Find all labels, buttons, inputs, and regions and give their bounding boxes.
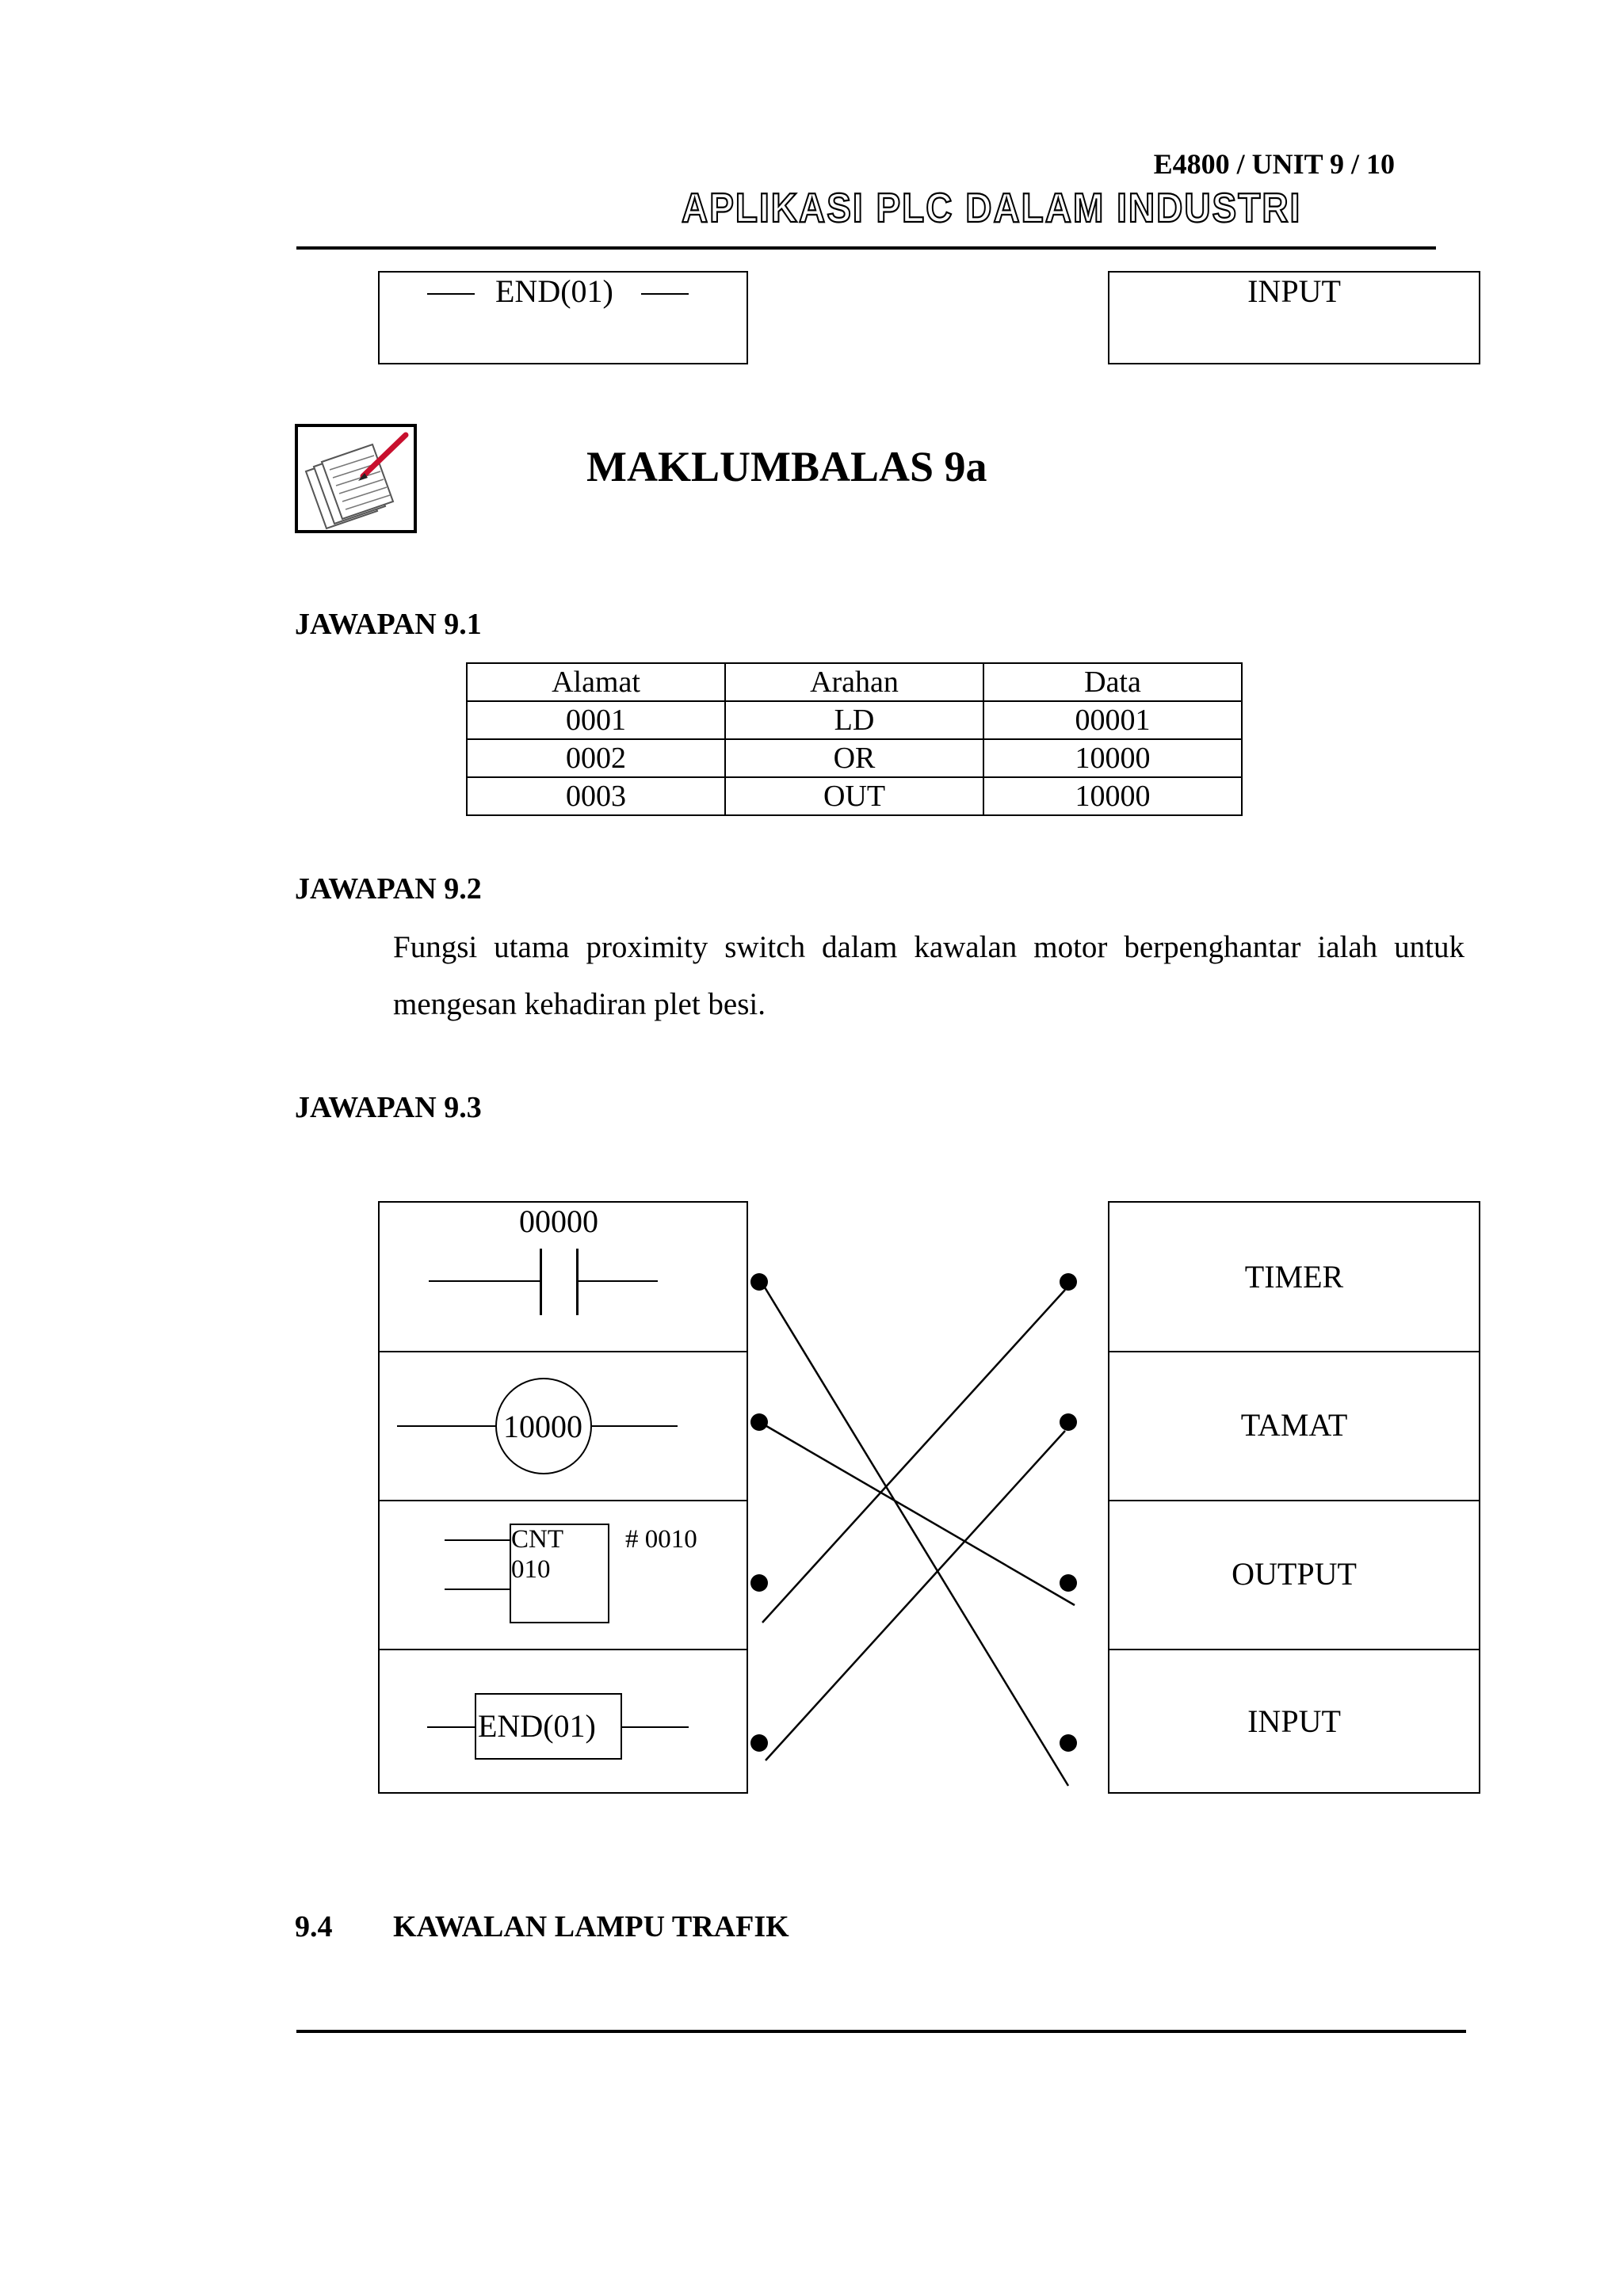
section-9-4-number: 9.4 — [295, 1910, 333, 1943]
feedback-title: MAKLUMBALAS 9a — [586, 443, 987, 490]
counter-label: CNT — [511, 1525, 563, 1554]
connection-lines — [762, 1283, 1075, 1786]
end-label: END(01) — [495, 273, 613, 309]
right-dot-1 — [1060, 1273, 1077, 1291]
end-block-label: END(01) — [478, 1708, 596, 1744]
footer-rule — [296, 2030, 1466, 2033]
table-cell: OUT — [725, 777, 983, 815]
match-contact-input — [762, 1283, 1068, 1786]
right-dot-2 — [1060, 1413, 1077, 1431]
answer-9-3-heading: JAWAPAN 9.3 — [295, 1091, 482, 1124]
answer-9-2-text: Fungsi utama proximity switch dalam kawalan motor berpenghantar ialah untuk mengesan kehadiran plet besi. — [393, 930, 1465, 1021]
table-cell: 10000 — [983, 739, 1242, 777]
column-header: Alamat — [467, 663, 725, 701]
input-label: INPUT — [1247, 1703, 1341, 1739]
column-header: Arahan — [725, 663, 983, 701]
coil-address: 10000 — [503, 1409, 582, 1444]
page-reference: E4800 / UNIT 9 / 10 — [1153, 148, 1395, 180]
column-header: Data — [983, 663, 1242, 701]
left-dot-2 — [750, 1413, 768, 1431]
table-cell: 0003 — [467, 777, 725, 815]
counter-set-value: # 0010 — [625, 1525, 697, 1554]
contact-address: 00000 — [519, 1203, 598, 1239]
header-banner: APLIKASI PLC DALAM INDUSTRI — [682, 185, 1302, 231]
section-9-4-title: KAWALAN LAMPU TRAFIK — [393, 1910, 789, 1943]
table-cell: 0002 — [467, 739, 725, 777]
tamat-label: TAMAT — [1240, 1407, 1348, 1443]
right-dot-3 — [1060, 1574, 1077, 1592]
left-dot-4 — [750, 1734, 768, 1752]
left-dot-3 — [750, 1574, 768, 1592]
answer-9-1-heading: JAWAPAN 9.1 — [295, 608, 482, 641]
answer-9-2-heading: JAWAPAN 9.2 — [295, 872, 482, 906]
table-cell: 10000 — [983, 777, 1242, 815]
counter-number: 010 — [511, 1555, 551, 1584]
table-cell: OR — [725, 739, 983, 777]
table-cell: 00001 — [983, 701, 1242, 739]
timer-label: TIMER — [1244, 1259, 1344, 1295]
output-label: OUTPUT — [1232, 1556, 1357, 1592]
input-label: INPUT — [1247, 273, 1341, 309]
table-cell: 0001 — [467, 701, 725, 739]
table-cell: LD — [725, 701, 983, 739]
match-end-tamat — [766, 1431, 1065, 1760]
right-dot-4 — [1060, 1734, 1077, 1752]
